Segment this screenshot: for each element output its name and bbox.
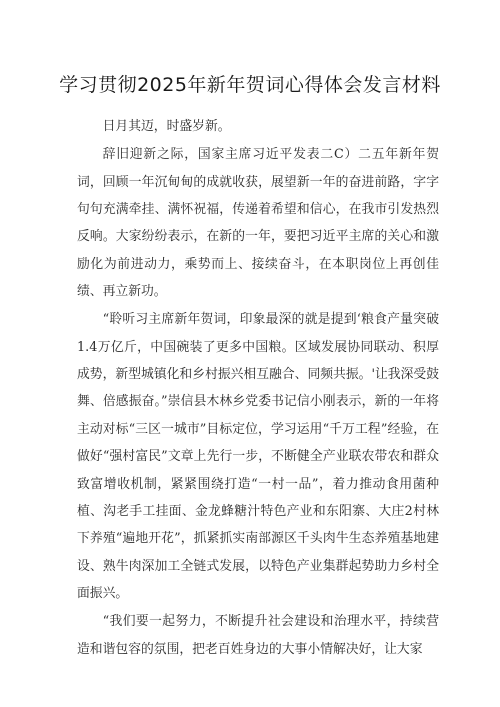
paragraph-village-revitalization: “聆听习主席新年贺词，印象最深的就是提到‘粮食产量突破1.4万亿斤，中国碗装了更多中国粮。区域发展协同联动、积厚成势，新型城镇化和乡村振兴相互融合、同频共振。'让我深受鼓舞、倍感振奋。”崇信县木林乡党委书记信小刚表示，新的一年将主动对标“三区一城市”目标定位，学习运用“千万工程”经验，在做好“强村富民”文章上先行一步，不断健全产业联农带农和群众致富增收机制，紧紧围绕打造“一村一品”，着力推动食用菌种植、沟老手工挂面、金龙蜂糖汁特色产业和东阳寨、大庄2村林下养殖“遍地开花”，抓紧抓实南部源区千头肉牛生态养殖基地建设、熟牛肉深加工全链式发展，以特色产业集群起势助力乡村全面振兴。 [77,312,439,602]
paragraph-new-year-address: 辞旧迎新之际，国家主席习近平发表二C）二五年新年贺词，回顾一年沉甸甸的成就收获，展望新一年的奋进前路，字字句句充满牵挂、满怀祝福，传递着希望和信心，在我市引发热烈反响。大家纷纷表示，在新的一年，要把习近平主席的关心和激励化为前进动力，乘势而上、接续奋斗，在本职岗位上再创佳绩、再立新功。 [77,147,439,300]
paragraph-opening: 日月其迈，时盛岁新。 [102,119,231,134]
paragraph-social-governance: “我们要一起努力，不断提升社会建设和治理水平，持续营造和谐包容的氛围，把老百姓身边的大事小情解决好，让大家 [77,614,439,657]
document-body [77,113,439,663]
document-title: 学习贯彻2025年新年贺词心得体会发言材料 [59,74,441,96]
